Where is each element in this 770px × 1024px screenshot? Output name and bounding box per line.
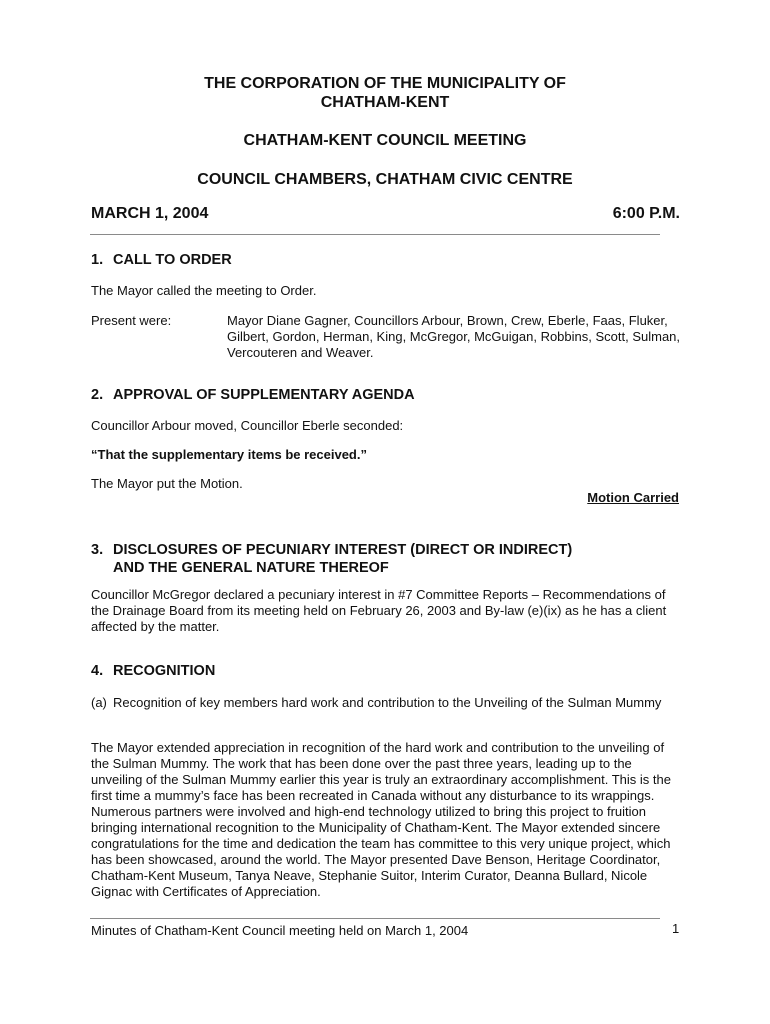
motion-result: Motion Carried bbox=[587, 490, 679, 505]
put-motion-text: The Mayor put the Motion. bbox=[91, 476, 243, 491]
header-divider bbox=[90, 234, 660, 235]
section-4-heading: 4. RECOGNITION bbox=[91, 663, 216, 679]
location-title: COUNCIL CHAMBERS, CHATHAM CIVIC CENTRE bbox=[197, 171, 573, 188]
call-to-order-text: The Mayor called the meeting to Order. bbox=[91, 283, 317, 298]
meeting-date: MARCH 1, 2004 bbox=[91, 205, 209, 222]
meeting-datetime bbox=[91, 205, 680, 223]
section-1-heading: 1. CALL TO ORDER bbox=[91, 252, 232, 268]
recognition-item-a bbox=[91, 695, 683, 711]
attendees-list: Mayor Diane Gagner, Councillors Arbour, Brown, Crew, Eberle, Faas, Fluker, Gilbert, Gordon, Herman, King, McGregor, McGuigan, Robbins, Scott, Sulman, Vercouteren and Weaver. bbox=[227, 313, 681, 360]
recognition-body: The Mayor extended appreciation in recognition of the hard work and contribution to the unveiling of the Sulman Mummy. The work that has been done over the past three years, leading up to the unveiling of the Sulman Mummy earlier this year is truly an extraordinary accomplishment. This is the first time a mummy’s face has been recreated in Canada without any disturbance to its wrappings. Numerous partners were involved and high-end technology utilized to bring this project to fruition bringing international recognition to the Municipality of Chatham-Kent. The Mayor extended sincere congratulations for the time and dedication the team has committee to this very unique project, which has been showcased, around the world. The Mayor presented Dave Benson, Heritage Coordinator, Chatham-Kent Museum, Tanya Neave, Stephanie Suitor, Interim Curator, Deanna Bullard, Nicole Gignac with Certificates of Appreciation. bbox=[91, 740, 671, 899]
footer-text: Minutes of Chatham-Kent Council meeting held on March 1, 2004 bbox=[91, 923, 469, 938]
pecuniary-interest-text: Councillor McGregor declared a pecuniary interest in #7 Committee Reports – Recommendations of the Drainage Board from its meeting held on February 26, 2003 and By-law (e)(ix) as he has a client affected by the matter. bbox=[91, 587, 667, 634]
meeting-time: 6:00 P.M. bbox=[612, 205, 680, 222]
page-number: 1 bbox=[672, 921, 680, 936]
present-label: Present were: bbox=[91, 313, 172, 328]
item-label: (a) bbox=[91, 695, 107, 710]
meeting-title: CHATHAM-KENT COUNCIL MEETING bbox=[243, 132, 527, 149]
item-text: Recognition of key members hard work and contribution to the Unveiling of the Sulman Mummy bbox=[113, 695, 662, 710]
corporation-title: THE CORPORATION OF THE MUNICIPALITY OF CHATHAM-KENT bbox=[204, 75, 566, 111]
footer-divider bbox=[90, 918, 660, 919]
motion-text: “That the supplementary items be received.” bbox=[91, 447, 367, 462]
section-2-heading: 2. APPROVAL OF SUPPLEMENTARY AGENDA bbox=[91, 387, 415, 403]
moved-seconded-text: Councillor Arbour moved, Councillor Eberle seconded: bbox=[91, 418, 404, 433]
section-3-heading: 3. DISCLOSURES OF PECUNIARY INTEREST (DIRECT OR INDIRECT) AND THE GENERAL NATURE THEREOF bbox=[91, 542, 573, 576]
